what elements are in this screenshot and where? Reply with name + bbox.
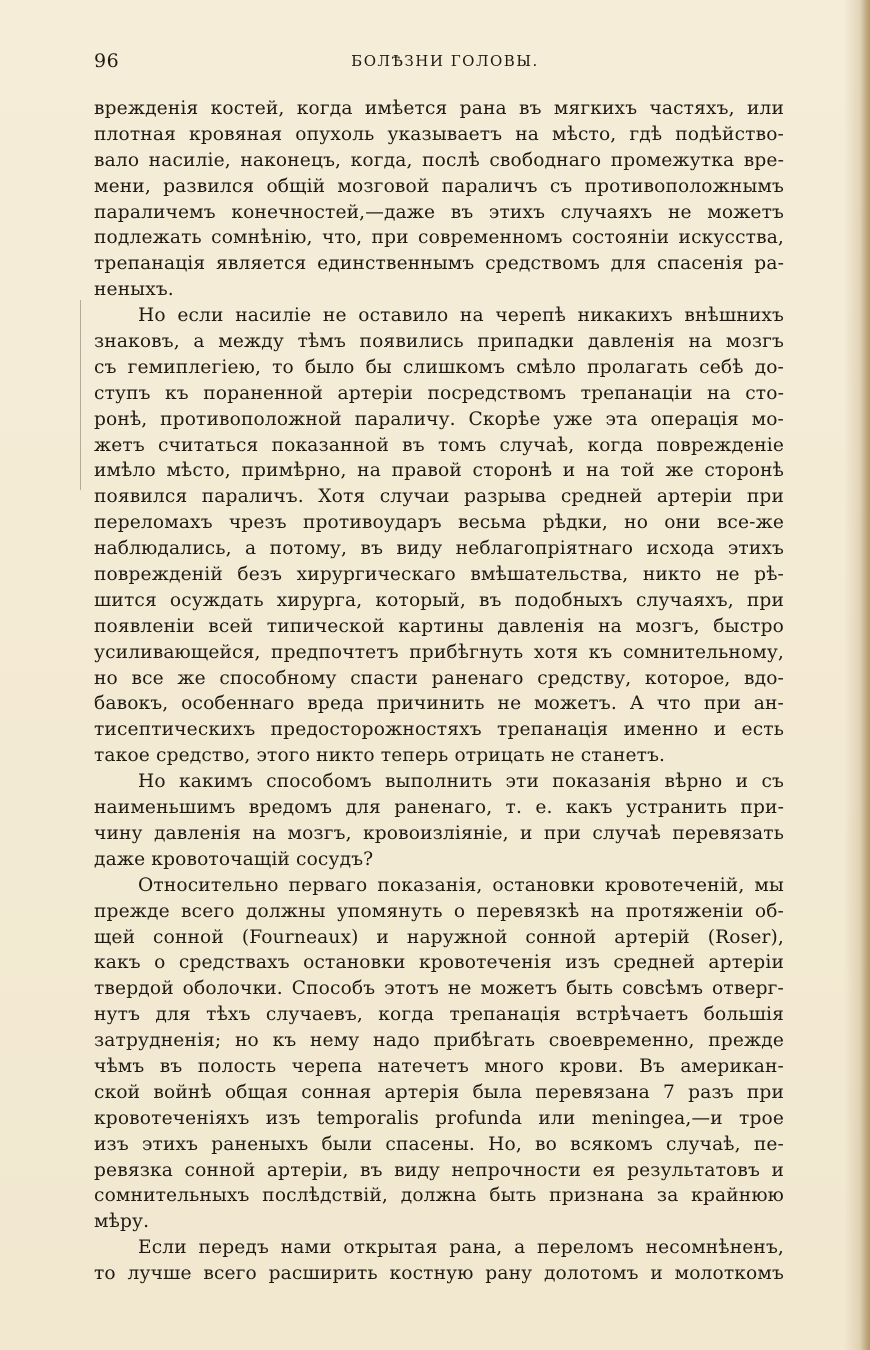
text-line: вало насиліе, наконецъ, когда, послѣ свободнаго промежутка вре- [94,149,784,171]
text-line: знаковъ, а между тѣмъ появились припадки давленія на мозгъ [94,331,784,353]
text-line: жетъ считаться показанной въ томъ случаѣ, когда поврежденіе [94,434,784,456]
body-text [94,96,784,1287]
text-line: ронѣ, противоположной параличу. Скорѣе уже эта операція мо- [94,408,784,430]
text-line: шится осуждать хирурга, который, въ подобныхъ случаяхъ, при [94,589,784,611]
text-line: даже кровоточащій сосудъ? [94,848,374,870]
text-line: появленіи всей типической картины давленія на мозгъ, быстро [94,615,784,637]
text-line: мѣру. [94,1211,150,1233]
text-line: подлежать сомнѣнію, что, при современномъ состояніи искусства, [94,227,784,249]
text-line: поврежденій безъ хирургическаго вмѣшательства, никто не рѣ- [94,564,784,586]
text-line: наименьшимъ вредомъ для раненаго, т. е. какъ устранить при- [94,797,784,819]
text-line: изъ этихъ раненыхъ были спасены. Но, во всякомъ случаѣ, пе- [94,1133,784,1155]
text-line: нутъ для тѣхъ случаевъ, когда трепанація встрѣчаетъ большія [94,1004,784,1026]
text-line: чину давленія на мозгъ, кровоизліяніе, и при случаѣ перевязать [94,822,784,844]
text-line: то лучше всего расширить костную рану долотомъ и молоткомъ [94,1263,784,1285]
text-line: неныхъ. [94,279,174,301]
text-line: бавокъ, особеннаго вреда причинить не можетъ. А что при ан- [94,693,784,715]
text-line: появился параличъ. Хотя случаи разрыва средней артеріи при [94,486,784,508]
text-line: ревязка сонной артеріи, въ виду непрочности ея результатовъ и [94,1159,784,1181]
page-edge-shade [860,0,870,1350]
text-line: Относительно перваго показанія, остановки кровотеченій, мы [138,874,784,896]
text-line: переломахъ чрезъ противоударъ весьма рѣдки, но они все-же [94,512,784,534]
text-line: мени, развился общій мозговой параличъ съ противоположнымъ [94,175,784,197]
text-line: плотная кровяная опухоль указываетъ на мѣсто, гдѣ подѣйство- [94,123,784,145]
running-head: БОЛѢЗНИ ГОЛОВЫ. [351,52,539,70]
text-line: ступъ къ пораненной артеріи посредствомъ трепанаціи на сто- [94,382,784,404]
text-line: какъ о средствахъ остановки кровотеченія изъ средней артеріи [94,952,784,974]
text-line: Если передъ нами открытая рана, а переломъ несомнѣненъ, [138,1237,784,1259]
text-line: Но какимъ способомъ выполнить эти показанія вѣрно и съ [138,771,784,793]
text-line: усиливающейся, предпочтетъ прибѣгнуть хотя къ сомнительному, [94,641,784,663]
text-line: тисептическихъ предосторожностяхъ трепанація именно и есть [94,719,784,741]
text-line: Но если насиліе не оставило на черепѣ никакихъ внѣшнихъ [138,305,784,327]
text-line: параличемъ конечностей,—даже въ этихъ случаяхъ не можетъ [94,201,784,223]
text-line: ской войнѣ общая сонная артерія была перевязана 7 разъ при [94,1081,784,1103]
text-line: съ гемиплегіею, то было бы слишкомъ смѣло пролагать себѣ до- [94,356,784,378]
text-line: врежденія костей, когда имѣется рана въ мягкихъ частяхъ, или [94,98,784,119]
text-line: кровотеченіяхъ изъ temporalis profunda или meningea,—и трое [94,1107,784,1129]
text-line: наблюдались, а потому, въ виду неблагопріятнаго исхода этихъ [94,538,784,560]
page-number: 96 [94,50,120,72]
text-line: затрудненія; но къ нему надо прибѣгать своевременно, прежде [94,1030,784,1052]
text-line: твердой оболочки. Способъ этотъ не можетъ быть совсѣмъ отверг- [94,978,784,1000]
text-line: такое средство, этого никто теперь отрицать не станетъ. [94,745,666,767]
text-line: щей сонной (Fourneaux) и наружной сонной артерій (Roser), [94,926,784,948]
page-header [94,50,776,76]
text-line: чѣмъ въ полость черепа натечетъ много крови. Въ американ- [94,1055,784,1077]
text-line: но все же способному спасти раненаго средству, которое, вдо- [94,667,784,689]
text-line: прежде всего должны упомянуть о перевязкѣ на протяженіи об- [94,900,784,922]
margin-pencil-mark [80,300,85,490]
text-line: трепанація является единственнымъ средствомъ для спасенія ра- [94,253,784,275]
text-line: имѣло мѣсто, примѣрно, на правой сторонѣ и на той же сторонѣ [94,460,784,482]
text-line: сомнительныхъ послѣдствій, должна быть признана за крайнюю [94,1185,784,1207]
